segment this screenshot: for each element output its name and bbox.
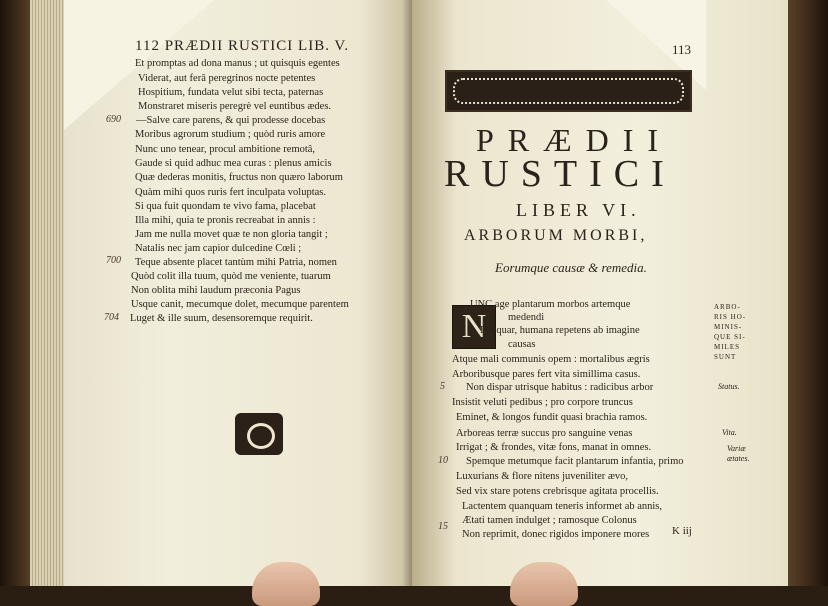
signature-mark: K iij xyxy=(672,525,692,537)
verse-line: —Salve care parens, & qui prodesse docebas xyxy=(136,115,326,126)
line-number: 690 xyxy=(106,114,121,125)
marginal-note: Variæ ætates. xyxy=(727,444,750,463)
thumb-right xyxy=(510,562,578,606)
verse-line: Viderat, aut ferâ peregrinos nocte petentes xyxy=(138,73,316,84)
running-head: 112 PRÆDII RUSTICI LIB. V. xyxy=(135,38,350,54)
verse-line: Spemque metumque facit plantarum infantia, primo xyxy=(466,456,684,467)
verse-line: causas xyxy=(508,339,536,350)
verse-line: Jam me nulla movet quæ te non gloria tangit ; xyxy=(135,229,328,240)
headpiece-ornament xyxy=(445,70,692,112)
verse-line: Gaude si quid adhuc mea curas : plenus amicis xyxy=(135,158,332,169)
verse-line: Eminet, & longos fundit quasi brachia ramos. xyxy=(456,412,648,423)
verse-line: Moribus agrorum studium ; quòd ruris amore xyxy=(135,129,326,140)
drop-cap: N xyxy=(452,305,496,349)
verse-line: Ætati tamen indulget ; ramosque Colonus xyxy=(462,515,637,526)
verse-line: Usque canit, mecumque dolet, mecumque parentem xyxy=(131,299,349,310)
line-number: 15 xyxy=(438,521,448,532)
verse-line: Exequar, humana repetens ab imagine xyxy=(480,325,640,336)
line-number: 5 xyxy=(440,381,445,392)
verse-line: Quæ dederas monitis, fructus non quæro laborum xyxy=(135,172,343,183)
book-title: PRÆDII xyxy=(476,122,673,158)
page-number: 113 xyxy=(672,42,692,57)
verse-line: Arboreas terræ succus pro sanguine venas xyxy=(456,428,633,439)
verse-line: Hospitium, fundata velut sibi tecta, paternas xyxy=(138,87,324,98)
verse-line: Teque absente placet tantùm mihi Patria, nomen xyxy=(135,257,337,268)
verse-line: Atque mali communis opem : mortalibus ægris xyxy=(452,354,650,365)
verse-line: Luget & ille suum, desensoremque requirit. xyxy=(130,313,313,324)
verse-line: Et promptas ad dona manus ; ut quisquis egentes xyxy=(135,58,340,69)
line-number: 10 xyxy=(438,455,448,466)
thumb-left xyxy=(252,562,320,606)
book-title-main: RUSTICI xyxy=(444,153,676,195)
verse-line: Luxurians & flore nitens juveniliter ævo, xyxy=(456,471,629,482)
verse-line: Non dispar utrisque habitus : radicibus arbor xyxy=(466,382,654,393)
marginal-note: ARBO- RIS HO- MINIS- QUE SI- MILES SUNT xyxy=(714,303,747,361)
chapter-heading: ARBORUM MORBI, xyxy=(464,227,648,244)
verse-line: Quòd colit illa tuum, quòd me veniente, tuarum xyxy=(131,271,331,282)
marginal-note: Status. xyxy=(718,382,740,391)
fleuron-ornament xyxy=(235,413,283,455)
verse-line: Insistit veluti pedibus ; pro corpore truncus xyxy=(452,397,633,408)
verse-line: UNC age plantarum morbos artemque xyxy=(470,299,631,310)
line-number: 700 xyxy=(106,255,121,266)
verse-line: Nunc uno tenear, procul ambitione remotâ, xyxy=(135,144,316,155)
verse-line: Illa mihi, quia te pronis recreabat in annis : xyxy=(135,215,316,226)
line-number: 704 xyxy=(104,312,119,323)
verse-line: Quàm mihi quos ruris fert inculpata voluptas. xyxy=(135,187,327,198)
verse-line: Non reprimit, donec rigidos imponere mores xyxy=(462,529,650,540)
book-cover-right xyxy=(782,0,828,586)
verse-line: Irrigat ; & frondes, vitæ fons, manat in omnes. xyxy=(456,442,652,453)
verse-line: Arboribusque pares fert vita simillima casus. xyxy=(452,369,641,380)
verse-line: Lactentem quanquam teneris informet ab annis, xyxy=(462,501,663,512)
verse-line: Natalis nec jam capior dulcedine Cœli ; xyxy=(135,243,302,254)
verse-line: Si qua fuit quondam te vivo fama, placebat xyxy=(135,201,316,212)
verse-line: Monstraret miseris peregrè vel euntibus ædes. xyxy=(138,101,332,112)
verse-line: Non oblita mihi laudum præconia Pagus xyxy=(131,285,301,296)
book-number: LIBER VI. xyxy=(516,200,641,220)
chapter-subheading: Eorumque causæ & remedia. xyxy=(495,260,647,275)
page-edges-left xyxy=(30,0,66,586)
verse-line: Sed vix stare potens crebrisque agitata procellis. xyxy=(456,486,659,497)
marginal-note: Vita. xyxy=(722,428,737,437)
verse-line: medendi xyxy=(508,312,545,323)
